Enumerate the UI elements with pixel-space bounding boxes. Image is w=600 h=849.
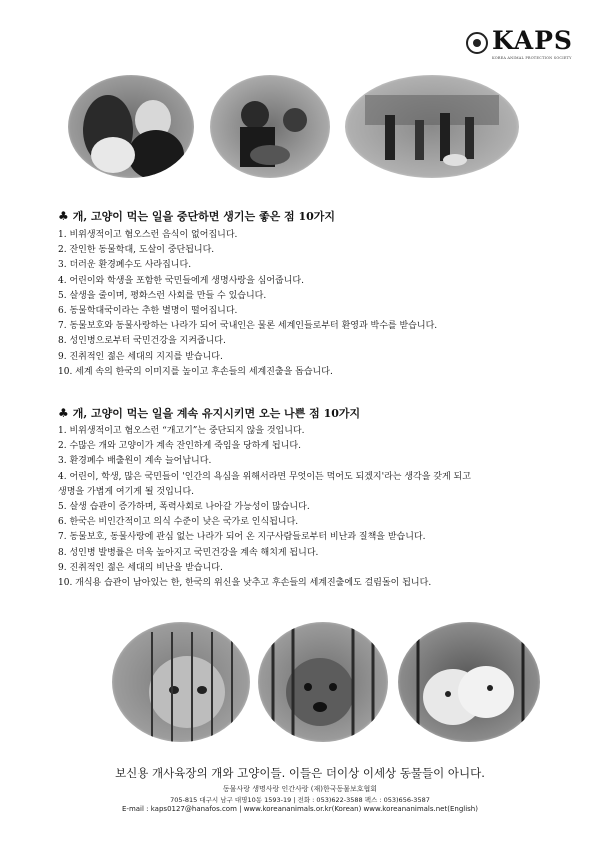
list-item: 2. 잔인한 동물학대, 도살이 중단됩니다.	[58, 245, 215, 256]
list-item: 3. 환경폐수 배출원이 계속 늘어납니다.	[58, 456, 212, 467]
footer-contact: E-mail : kaps0127@hanafos.com | www.koreananimals.or.kr(Korean) www.koreananimals.net(English)	[122, 805, 478, 813]
kaps-emblem-icon	[466, 32, 488, 54]
list-item: 5. 살생을 줄이며, 평화스런 사회를 만들 수 있습니다.	[58, 290, 267, 301]
list-item: 4. 어린이와 학생을 포함한 국민들에게 생명사랑을 심어줍니다.	[58, 275, 304, 286]
list-item: 8. 성인병으로부터 국민건강을 지켜줍니다.	[58, 336, 226, 347]
list-item: 7. 동물보호, 동물사랑에 관심 없는 나라가 되어 온 지구사람들로부터 비난과 질책을 받습니다.	[58, 532, 426, 543]
photo-caption: 보신용 개사육장의 개와 고양이들. 이들은 더이상 이세상 동물들이 아니다.	[115, 766, 485, 780]
section1-list	[58, 228, 437, 380]
logo-subtitle: KOREA ANIMAL PROTECTION SOCIETY	[492, 56, 572, 60]
list-item: 생명을 가볍게 여기게 될 것입니다.	[58, 486, 195, 497]
kaps-logo	[466, 26, 573, 62]
list-item: 7. 동물보호와 동물사랑하는 나라가 되어 국내인은 물론 세계인들로부터 환영과 박수를 받습니다.	[58, 321, 438, 332]
section2-list	[58, 424, 471, 591]
photo-caged-cat	[112, 622, 250, 742]
photo-caged-puppy	[258, 622, 388, 742]
list-item: 1. 비위생적이고 혐오스런 음식이 없어집니다.	[58, 230, 238, 240]
list-item: 2. 수많은 개와 고양이가 계속 잔인하게 죽임을 당하게 됩니다.	[58, 441, 301, 452]
list-item: 9. 진취적인 젊은 세대의 지지를 받습니다.	[58, 351, 223, 362]
section1-title	[58, 208, 335, 224]
club-symbol-icon: ♣	[58, 406, 69, 420]
list-item: 10. 세계 속의 한국의 이미지를 높이고 후손들의 세계진출을 돕습니다.	[58, 366, 333, 377]
photo-people-and-dog	[210, 75, 330, 178]
logo-text: KAPS	[492, 26, 573, 55]
section2-title-text: 개, 고양이 먹는 일을 계속 유지시키면 오는 나쁜 점 10가지	[72, 407, 361, 420]
list-item: 1. 비위생적이고 혐오스런 “개고기”는 중단되지 않을 것입니다.	[58, 426, 305, 436]
list-item: 6. 한국은 비인간적이고 의식 수준이 낮은 국가로 인식됩니다.	[58, 517, 299, 528]
footer-organization: 동물사랑 생명사랑 인간사랑 (재)한국동물보호협회	[222, 785, 378, 793]
photo-two-puppies	[398, 622, 540, 742]
footer-address: 705-815 대구시 남구 대명10동 1593-19 | 전화 : 053)622-3588 팩스 : 053)656-3587	[170, 796, 430, 804]
list-item: 6. 동물학대국이라는 추한 별명이 떨어집니다.	[58, 306, 238, 317]
list-item: 9. 진취적인 젊은 세대의 비난을 받습니다.	[58, 562, 223, 573]
list-item: 10. 개식용 습관이 남아있는 한, 한국의 위신을 낮추고 후손들의 세계진출에도 걸림돌이 됩니다.	[58, 578, 432, 589]
list-item: 5. 살생 습관이 증가하며, 폭력사회로 나아갈 가능성이 많습니다.	[58, 502, 310, 513]
photo-dog-walk-crowd	[345, 75, 519, 178]
section2-title	[58, 405, 360, 421]
list-item: 8. 성인병 발병률은 더욱 높아지고 국민건강을 계속 해치게 됩니다.	[58, 547, 319, 558]
section1-title-text: 개, 고양이 먹는 일을 중단하면 생기는 좋은 점 10가지	[72, 210, 336, 223]
list-item: 4. 어린이, 학생, 많은 국민들이 '인간의 욕심을 위해서라면 무엇이든 먹어도 되겠지'라는 생각을 갖게 되고	[58, 471, 471, 482]
photo-people-with-dogs	[68, 75, 194, 178]
club-symbol-icon: ♣	[58, 209, 69, 223]
list-item: 3. 더러운 환경폐수도 사라집니다.	[58, 260, 192, 271]
